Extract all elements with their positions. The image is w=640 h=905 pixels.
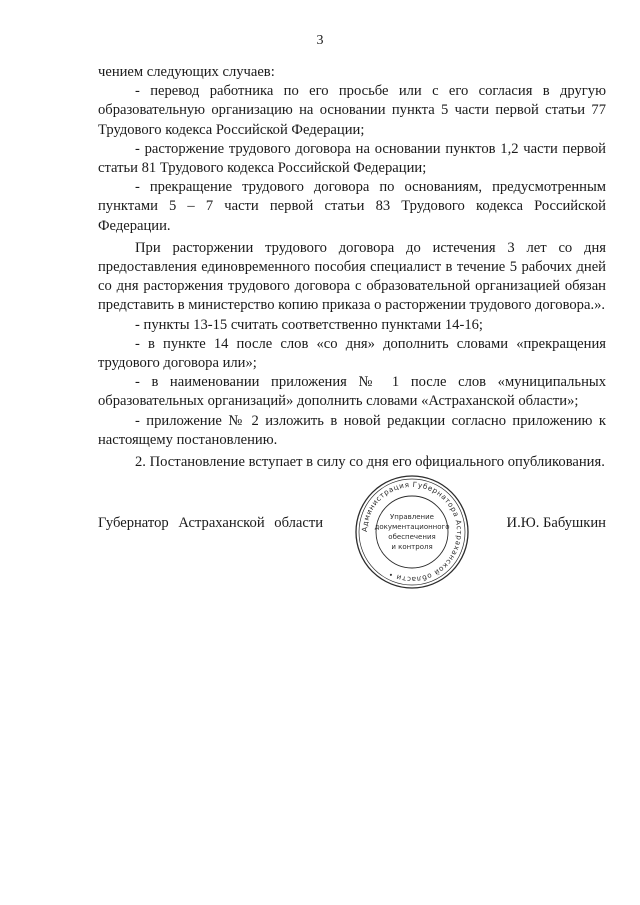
paragraph-termination-81: - расторжение трудового договора на основании пунктов 1,2 части первой статьи 81 Трудового кодекса Российской Федерации; [98, 140, 606, 177]
official-stamp [352, 472, 472, 592]
paragraph-termination-83: - прекращение трудового договора по основаниям, предусмотренным пунктами 5 – 7 части первой статьи 83 Трудового кодекса Российской Федерации. [98, 179, 606, 234]
paragraph-point-14: - в пункте 14 после слов «со дня» дополнить словами «прекращения трудового договора или»; [98, 335, 606, 372]
stamp-ring-text: Администрация Губернатора Астраханской области • [359, 479, 465, 585]
stamp-center-line: документационного [374, 523, 450, 531]
paragraph-appendix-2: - приложение № 2 изложить в новой редакции согласно приложению к настоящему постановлению. [98, 412, 606, 448]
paragraph-continuation: чением следующих случаев: [98, 64, 275, 80]
document-body [98, 63, 606, 472]
stamp-outer-ring [356, 476, 468, 588]
paragraph-transfer: - перевод работника по его просьбе или с его согласия в другую образовательную организацию на основании пункта 5 части первой статьи 77 Трудового кодекса Российской Федерации; [98, 83, 606, 138]
page-number: 3 [316, 33, 324, 48]
stamp-inner-ring [376, 496, 448, 568]
paragraph-appendix-1: - в наименовании приложения № 1 после слов «муниципальных образовательных организаций» дополнить словами «Астраханской области»; [98, 374, 606, 410]
paragraph-early-termination: При расторжении трудового договора до истечения 3 лет со дня предоставления единовременного пособия специалист в течение 5 рабочих дней со дня расторжения трудового договора с образовательной организацией обязан представить в министерство копию приказа о расторжении трудового договора.». [98, 239, 606, 314]
stamp-outer-ring-inner [359, 479, 465, 585]
paragraph-renumbering: - пункты 13-15 считать соответственно пунктами 14-16; [135, 316, 483, 333]
paragraph-entry-into-force: 2. Постановление вступает в силу со дня его официального опубликования. [135, 454, 605, 471]
stamp-center-line: обеспечения [388, 533, 436, 541]
signatory-name: И.Ю. Бабушкин [506, 515, 606, 531]
signatory-title: Губернатор Астраханской области [98, 515, 324, 531]
stamp-center-line: Управление [390, 513, 434, 521]
stamp-center-line: и контроля [391, 543, 433, 551]
